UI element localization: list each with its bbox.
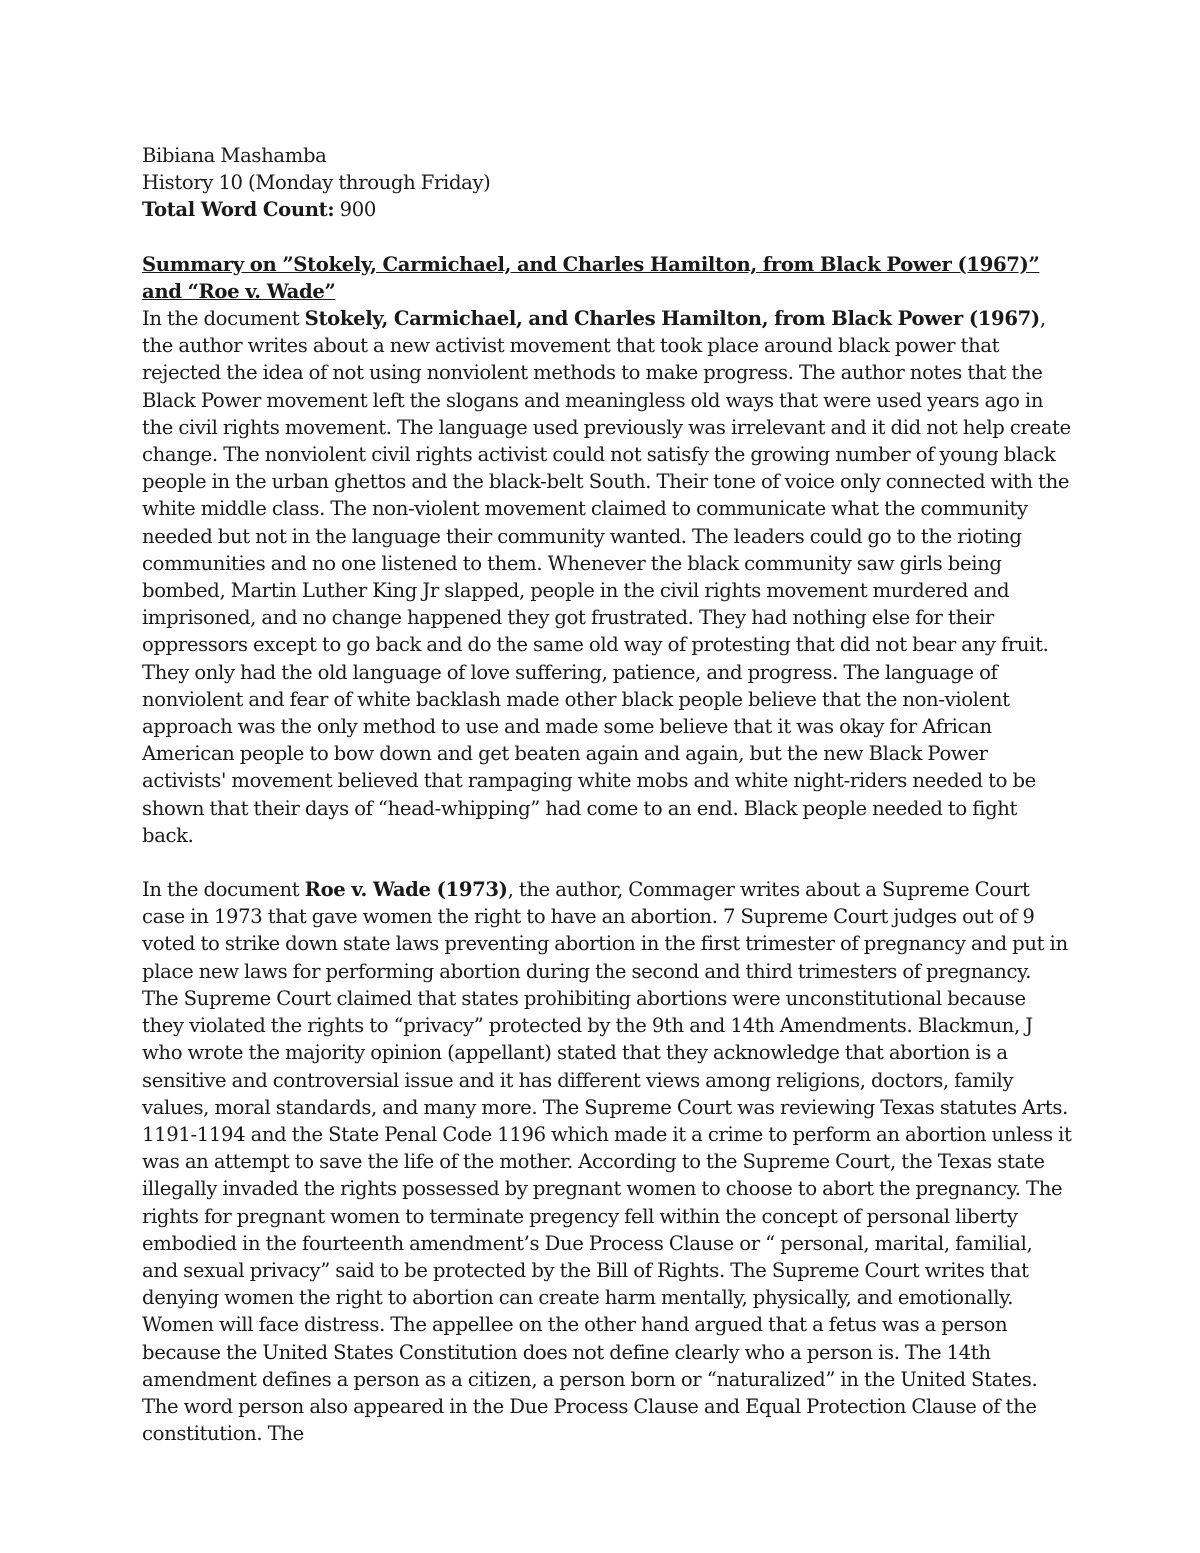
word-count-value: 900 [334, 198, 376, 222]
paragraph-intro: In the document [142, 878, 305, 902]
document-title-black-power: Stokely, Carmichael, and Charles Hamilton, from Black Power (1967) [304, 307, 1040, 331]
spacer [142, 224, 1072, 251]
paragraph-body: , the author, Commager writes about a Supreme Court case in 1973 that gave women the right to have an abortion. 7 Supreme Court judges out of 9 voted to strike down state laws preventing abortion in the first trimester of pregnancy and put in place new laws for performing abortion during the second and third trimesters of pregnancy. The Supreme Court claimed that states prohibiting abortions were unconstitutional because they violated the rights to “privacy” protected by the 9th and 14th Amendments. Blackmun, J who wrote the majority opinion (appellant) stated that they acknowledge that abortion is a sensitive and controversial issue and it has different views among religions, doctors, family values, moral standards, and many more. The Supreme Court was reviewing Texas statutes Arts. 1191-1194 and the State Penal Code 1196 which made it a crime to perform an abortion unless it was an attempt to save the life of the mother. According to the Supreme Court, the Texas state illegally invaded the rights possessed by pregnant women to choose to abort the pregnancy. The rights for pregnant women to terminate pregency fell within the concept of personal liberty embodied in the fourteenth amendment’s Due Process Clause or “ personal, marital, familial, and sexual privacy” said to be protected by the Bill of Rights. The Supreme Court writes that denying women the right to abortion can create harm mentally, physically, and emotionally. Women will face distress. The appellee on the other hand argued that a fetus was a person because the United States Constitution does not define clearly who a person is. The 14th amendment defines a person as a citizen, a person born or “naturalized” in the United States. The word person also appeared in the Due Process Clause and Equal Protection Clause of the constitution. The [142, 878, 1072, 1446]
document-body [142, 142, 1072, 1447]
paragraph-black-power [142, 305, 1072, 849]
course-info: History 10 (Monday through Friday) [142, 171, 491, 195]
summary-heading: Summary on ”Stokely, Carmichael, and Charles Hamilton, from Black Power (1967)” and “Roe v. Wade” [142, 252, 1040, 303]
word-count [142, 196, 1072, 223]
paragraph-intro: In the document [142, 307, 305, 331]
author-name: Bibiana Mashamba [142, 144, 327, 167]
document-title-roe-v-wade: Roe v. Wade (1973) [304, 878, 508, 902]
paragraph-body: , the author writes about a new activist movement that took place around black power that rejected the idea of not using nonviolent methods to make progress. The author notes that the Black Power movement left the slogans and meaningless old ways that were used years ago in the civil rights movement. The language used previously was irrelevant and it did not help create change. The nonviolent civil rights activist could not satisfy the growing number of young black people in the urban ghettos and the black-belt South. Their tone of voice only connected with the white middle class. The non-violent movement claimed to communicate what the community needed but not in the language their community wanted. The leaders could go to the rioting communities and no one listened to them. Whenever the black community saw girls being bombed, Martin Luther King Jr slapped, people in the civil rights movement murdered and imprisoned, and no change happened they got frustrated. They had nothing else for their oppressors except to go back and do the same old way of protesting that did not bear any fruit. They only had the old language of love suffering, patience, and progress. The language of nonviolent and fear of white backlash made other black people believe that the non-violent approach was the only method to use and made some believe that it was okay for African American people to bow down and get beaten again and again, but the new Black Power activists' movement believed that rampaging white mobs and white night-riders needed to be shown that their days of “head-whipping” had come to an end. Black people needed to fight back. [142, 307, 1071, 847]
word-count-label: Total Word Count: [142, 198, 335, 222]
paragraph-roe-v-wade [142, 876, 1072, 1447]
spacer [142, 849, 1072, 876]
